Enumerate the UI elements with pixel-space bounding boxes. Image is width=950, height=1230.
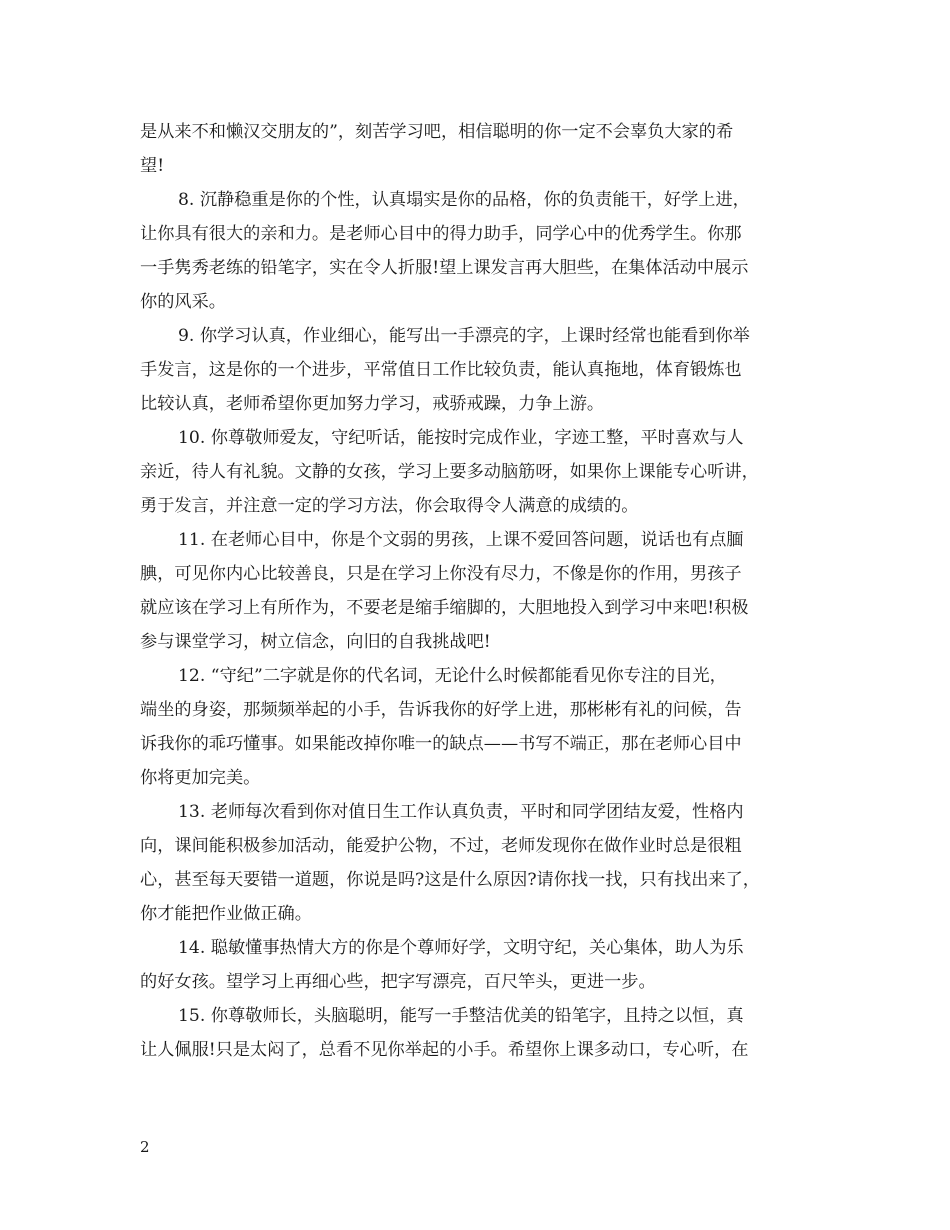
paragraph-first-line: 8. 沉静稳重是你的个性，认真塌实是你的品格，你的负责能干，好学上进， <box>178 190 750 210</box>
text-line: 你才能把作业做正确。 <box>140 904 312 924</box>
text-line: 的好女孩。望学习上再细心些，把字写漂亮，百尺竿头，更进一步。 <box>140 972 656 992</box>
page-number: 2 <box>140 1138 150 1156</box>
text-line: 一手隽秀老练的铅笔字，实在令人折服!望上课发言再大胆些，在集体活动中展示 <box>140 258 749 278</box>
text-line: 向，课间能积极参加活动，能爱护公物，不过，老师发现你在做作业时总是很粗 <box>140 836 742 856</box>
paragraph-first-line: 10. 你尊敬师爱友，守纪听话，能按时完成作业，字迹工整，平时喜欢与人 <box>178 428 744 448</box>
text-line: 端坐的身姿，那频频举起的小手，告诉我你的好学上进，那彬彬有礼的问候，告 <box>140 700 742 720</box>
text-line: 亲近，待人有礼貌。文静的女孩，学习上要多动脑筋呀，如果你上课能专心听讲， <box>140 462 759 482</box>
text-line: 让人佩服!只是太闷了，总看不见你举起的小手。希望你上课多动口，专心听，在 <box>140 1040 749 1060</box>
paragraph-first-line: 11. 在老师心目中，你是个文弱的男孩，上课不爱回答问题，说话也有点腼 <box>178 530 744 550</box>
paragraph-first-line: 9. 你学习认真，作业细心，能写出一手漂亮的字，上课时经常也能看到你举 <box>178 326 750 346</box>
text-line: 比较认真，老师希望你更加努力学习，戒骄戒躁，力争上游。 <box>140 394 605 414</box>
text-line: 勇于发言，并注意一定的学习方法，你会取得令人满意的成绩的。 <box>140 496 639 516</box>
text-line: 让你具有很大的亲和力。是老师心目中的得力助手，同学心中的优秀学生。你那 <box>140 224 742 244</box>
paragraph-first-line: 13. 老师每次看到你对值日生工作认真负责，平时和同学团结友爱，性格内 <box>178 802 744 822</box>
text-line: 参与课堂学习，树立信念，向旧的自我挑战吧! <box>140 632 491 652</box>
text-line: 心，甚至每天要错一道题，你说是吗?这是什么原因?请你找一找，只有找出来了， <box>140 870 760 890</box>
document-body <box>140 115 812 1067</box>
text-line: 你将更加完美。 <box>140 768 261 788</box>
text-line: 手发言，这是你的一个进步，平常值日工作比较负责，能认真拖地，体育锻炼也 <box>140 360 742 380</box>
text-line: 是从来不和懒汉交朋友的”，刻苦学习吧，相信聪明的你一定不会辜负大家的希 <box>140 122 734 142</box>
text-line: 望! <box>140 156 165 176</box>
text-line: 就应该在学习上有所作为，不要老是缩手缩脚的，大胆地投入到学习中来吧!积极 <box>140 598 749 618</box>
paragraph-first-line: 12. “守纪”二字就是你的代名词，无论什么时候都能看见你专注的目光， <box>178 666 727 686</box>
text-line: 诉我你的乖巧懂事。如果能改掉你唯一的缺点——书写不端正，那在老师心目中 <box>140 734 742 754</box>
text-line: 腆，可见你内心比较善良，只是在学习上你没有尽力，不像是你的作用，男孩子 <box>140 564 742 584</box>
text-line: 你的风采。 <box>140 292 226 312</box>
paragraph-first-line: 14. 聪敏懂事热情大方的你是个尊师好学，文明守纪，关心集体，助人为乐 <box>178 938 744 958</box>
paragraph-first-line: 15. 你尊敬师长，头脑聪明，能写一手整洁优美的铅笔字，且持之以恒，真 <box>178 1006 744 1026</box>
